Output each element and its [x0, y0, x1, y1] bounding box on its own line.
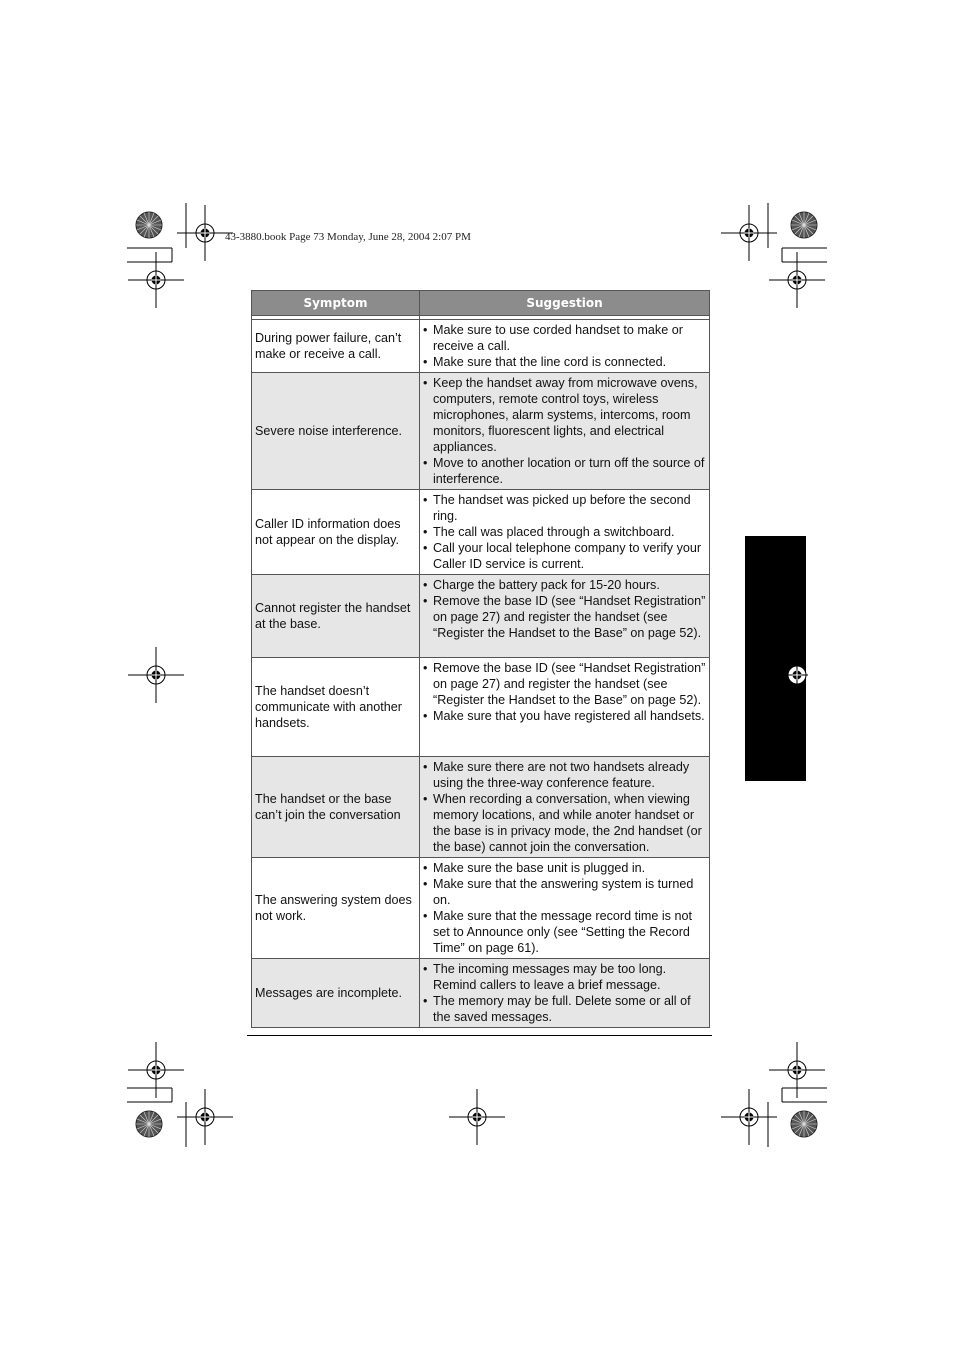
table-header-row — [252, 291, 710, 316]
suggestion-cell — [420, 373, 710, 490]
suggestion-item: • Remove the base ID (see “Handset Registration” on page 27) and register the handset (see “Register the Handset to the Base” on page 52). — [423, 660, 706, 708]
table-row — [252, 858, 710, 959]
suggestion-item: • Remove the base ID (see “Handset Registration” on page 27) and register the handset (see “Register the Handset to the Base” on page 52). — [423, 593, 706, 641]
symptom-cell: Messages are incomplete. — [252, 959, 420, 1028]
symptom-cell: Caller ID information does not appear on the display. — [252, 490, 420, 575]
suggestion-item: • Make sure there are not two handsets already using the three-way conference feature. — [423, 759, 706, 791]
table-row — [252, 575, 710, 658]
suggestion-item: • Make sure that the message record time is not set to Announce only (see “Setting the Record Time” on page 61). — [423, 908, 706, 956]
symptom-cell: Severe noise interference. — [252, 373, 420, 490]
registration-target-icon — [449, 1089, 505, 1145]
registration-target-icon — [177, 1089, 233, 1145]
suggestion-item: • The handset was picked up before the second ring. — [423, 492, 706, 524]
suggestion-item: • The memory may be full. Delete some or all of the saved messages. — [423, 993, 706, 1025]
registration-target-icon — [769, 252, 825, 308]
symptom-cell: The answering system does not work. — [252, 858, 420, 959]
symptom-cell: During power failure, can’t make or receive a call. — [252, 320, 420, 373]
table-row — [252, 373, 710, 490]
suggestion-cell — [420, 757, 710, 858]
star-target-icon — [136, 1111, 162, 1137]
table-row — [252, 320, 710, 373]
registration-target-icon — [128, 1042, 184, 1098]
troubleshooting-table — [251, 290, 710, 1028]
table-row — [252, 757, 710, 858]
star-target-icon — [791, 1111, 817, 1137]
suggestion-item: • The incoming messages may be too long. Remind callers to leave a brief message. — [423, 961, 706, 993]
star-target-icon — [136, 212, 162, 238]
suggestion-column-header: Suggestion — [420, 291, 710, 316]
suggestion-item: • Charge the battery pack for 15-20 hours. — [423, 577, 706, 593]
registration-target-icon — [128, 252, 184, 308]
suggestion-cell — [420, 490, 710, 575]
page-header: 43-3880.book Page 73 Monday, June 28, 2004 2:07 PM — [225, 231, 471, 243]
suggestion-item: • When recording a conversation, when viewing memory locations, and while anoter handset or the base is in privacy mode, the 2nd handset (or the base) cannot join the conversation. — [423, 791, 706, 855]
registration-target-icon — [721, 205, 777, 261]
suggestion-item: • The call was placed through a switchboard. — [423, 524, 706, 540]
suggestion-cell — [420, 320, 710, 373]
suggestion-cell — [420, 575, 710, 658]
table-row — [252, 658, 710, 757]
symptom-cell: The handset doesn’t communicate with another handsets. — [252, 658, 420, 757]
suggestion-item: • Make sure to use corded handset to make or receive a call. — [423, 322, 706, 354]
suggestion-item: • Move to another location or turn off the source of interference. — [423, 455, 706, 487]
footer-rule — [247, 1035, 712, 1036]
suggestion-item: • Make sure that the line cord is connected. — [423, 354, 706, 370]
suggestion-item: • Keep the handset away from microwave ovens, computers, remote control toys, wireless microphones, alarm systems, intercoms, room monitors, fluorescent lights, and electrical appliances. — [423, 375, 706, 455]
registration-target-icon — [769, 1042, 825, 1098]
suggestion-cell — [420, 858, 710, 959]
suggestion-cell — [420, 658, 710, 757]
registration-target-icon — [128, 647, 184, 703]
symptom-cell: The handset or the base can’t join the conversation — [252, 757, 420, 858]
table-row — [252, 959, 710, 1028]
table-row — [252, 490, 710, 575]
symptom-cell: Cannot register the handset at the base. — [252, 575, 420, 658]
symptom-column-header: Symptom — [252, 291, 420, 316]
suggestion-item: • Make sure the base unit is plugged in. — [423, 860, 706, 876]
suggestion-item: • Call your local telephone company to verify your Caller ID service is current. — [423, 540, 706, 572]
suggestion-cell — [420, 959, 710, 1028]
suggestion-item: • Make sure that you have registered all handsets. — [423, 708, 706, 724]
suggestion-item: • Make sure that the answering system is turned on. — [423, 876, 706, 908]
registration-target-icon — [786, 664, 808, 686]
star-target-icon — [791, 212, 817, 238]
registration-target-icon — [721, 1089, 777, 1145]
chapter-thumb-tab — [745, 536, 806, 781]
